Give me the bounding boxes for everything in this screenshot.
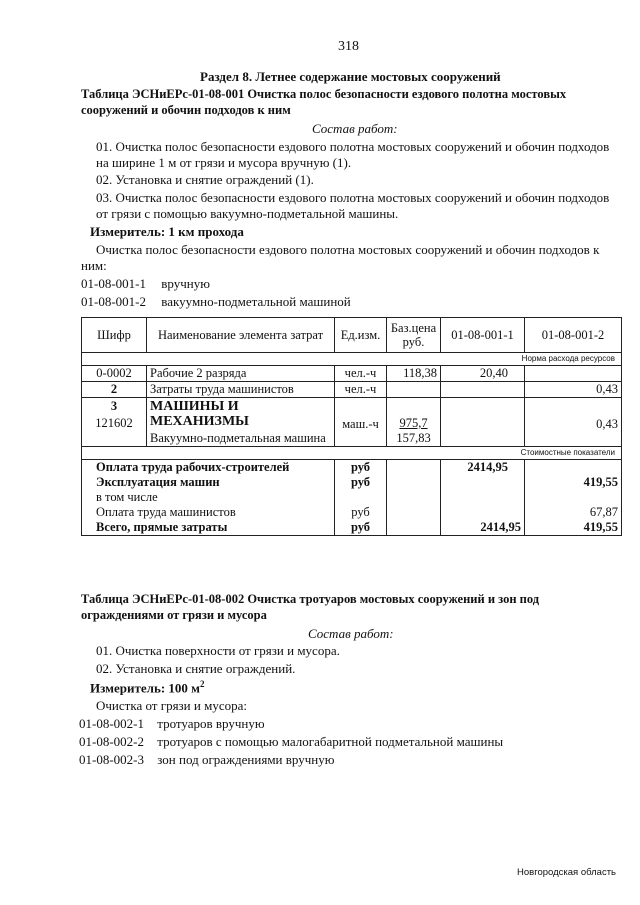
sum-name: Всего, прямые затраты [82, 520, 335, 536]
header-unit: Ед.изм. [335, 318, 387, 353]
code-id: 01-08-002-1 [79, 716, 144, 731]
machine-price-top: 975,7 [399, 416, 428, 430]
sum-v1: 2414,95 [441, 460, 525, 476]
meter-superscript: 2 [200, 679, 205, 689]
code-row [79, 734, 503, 750]
machine-unit: маш.-ч [342, 417, 379, 431]
cell-name [147, 398, 335, 447]
cell-unit [335, 398, 387, 447]
footer-region: Новгородская область [517, 867, 616, 878]
code-id: 01-08-001-1 [81, 276, 146, 291]
section-title: Раздел 8. Летнее содержание мостовых сооружений [200, 69, 501, 84]
code-row [81, 294, 351, 310]
sum-unit: руб [335, 520, 387, 536]
code-id: 01-08-002-3 [79, 752, 144, 767]
cell-name: Рабочие 2 разряда [147, 366, 335, 382]
sum-v1 [441, 490, 525, 505]
sum-v1: 2414,95 [441, 520, 525, 536]
code-text: вручную [161, 276, 210, 291]
table-row [82, 382, 622, 398]
band-row [82, 353, 622, 366]
sum-v2 [525, 460, 622, 476]
header-price: Баз.цена руб. [387, 318, 441, 353]
sum-v2 [525, 490, 622, 505]
sum-v1 [441, 475, 525, 490]
sum-price [387, 520, 441, 536]
sum-unit: руб [335, 505, 387, 520]
composition-heading: Состав работ: [308, 626, 394, 641]
cell-code [82, 398, 147, 447]
table1-title-line2: сооружений и обочин подходов к ним [81, 103, 291, 117]
table-header-row [82, 318, 622, 353]
cell-v1 [441, 382, 525, 398]
header-code: Шифр [82, 318, 147, 353]
work-item-2: 02. Установка и снятие ограждений (1). [96, 172, 314, 187]
sum-v2: 419,55 [525, 475, 622, 490]
summary-row [82, 490, 622, 505]
cell-v2: 0,43 [525, 382, 622, 398]
header-col2: 01-08-001-2 [525, 318, 622, 353]
code-id: 01-08-001-2 [81, 294, 146, 309]
machines-section-code: 3 [110, 399, 118, 413]
table2-title-line1: Таблица ЭСНиЕРс-01-08-002 Очистка тротуаров мостовых сооружений и зон под [81, 592, 540, 606]
work-item-1: 01. Очистка поверхности от грязи и мусора. [96, 643, 340, 658]
cell-v2 [525, 398, 622, 447]
sum-unit: руб [335, 460, 387, 476]
sum-price [387, 505, 441, 520]
machine-v2: 0,43 [596, 417, 618, 431]
code-text: вакуумно-подметальной машиной [161, 294, 351, 309]
summary-row [82, 460, 622, 476]
desc-line1: Очистка полос безопасности ездового полотна мостовых сооружений и обочин подходов к [96, 242, 600, 257]
table1-title-line1: Таблица ЭСНиЕРс-01-08-001 Очистка полос безопасности ездового полотна мостовых [81, 87, 567, 101]
sum-unit: руб [335, 475, 387, 490]
table-row-machines [82, 398, 622, 447]
work-item-2: 02. Установка и снятие ограждений. [96, 661, 296, 676]
cell-unit: чел.-ч [335, 366, 387, 382]
header-col1: 01-08-001-1 [441, 318, 525, 353]
sum-name: Эксплуатация машин [82, 475, 335, 490]
sum-name: Оплата труда рабочих-строителей [82, 460, 335, 476]
band-costs: Стоимостные показатели [82, 447, 622, 460]
composition-heading: Состав работ: [312, 121, 398, 136]
machine-code: 121602 [95, 416, 133, 430]
table2-title-line2: ограждениями от грязи и мусора [81, 608, 267, 622]
page-number: 318 [338, 39, 359, 54]
work-item-1: 01. Очистка полос безопасности ездового полотна мостовых сооружений и обочин подходов [96, 139, 610, 154]
meter-label: Измеритель: 1 км прохода [90, 224, 244, 239]
cell-price [387, 382, 441, 398]
sum-price [387, 475, 441, 490]
header-name: Наименование элемента затрат [147, 318, 335, 353]
cell-code: 2 [82, 382, 147, 398]
meter-text: Измеритель: 100 м [90, 680, 201, 696]
cell-unit: чел.-ч [335, 382, 387, 398]
machines-section-name: МАШИНЫ И МЕХАНИЗМЫ [150, 399, 249, 429]
cost-table [81, 317, 622, 536]
sum-v1 [441, 505, 525, 520]
sum-name: Оплата труда машинистов [82, 505, 335, 520]
cell-v1: 20,40 [441, 366, 525, 382]
work-item-3: 03. Очистка полос безопасности ездового полотна мостовых сооружений и обочин подходов [96, 190, 610, 205]
cell-code: 0-0002 [82, 366, 147, 382]
desc-line: Очистка от грязи и мусора: [96, 698, 247, 713]
desc-line2: ним: [81, 258, 107, 273]
code-row [79, 752, 334, 768]
summary-row [82, 475, 622, 490]
sum-price [387, 460, 441, 476]
cell-v1 [441, 398, 525, 447]
sum-v2: 67,87 [525, 505, 622, 520]
summary-row [82, 505, 622, 520]
sum-v2: 419,55 [525, 520, 622, 536]
meter-label [90, 679, 205, 696]
code-text: тротуаров с помощью малогабаритной подметальной машины [157, 734, 504, 749]
sum-unit [335, 490, 387, 505]
cell-price: 118,38 [387, 366, 441, 382]
cell-name: Затраты труда машинистов [147, 382, 335, 398]
band-norms: Норма расхода ресурсов [82, 353, 622, 366]
code-text: зон под ограждениями вручную [157, 752, 335, 767]
code-id: 01-08-002-2 [79, 734, 144, 749]
sum-name: в том числе [82, 490, 335, 505]
cell-price [387, 398, 441, 447]
cell-v2 [525, 366, 622, 382]
code-row [79, 716, 265, 732]
machine-name: Вакуумно-подметальная машина [150, 431, 326, 445]
summary-row [82, 520, 622, 536]
machine-price-bottom: 157,83 [396, 431, 431, 445]
band-row [82, 447, 622, 460]
code-text: тротуаров вручную [157, 716, 265, 731]
code-row [81, 276, 210, 292]
work-item-3-cont: от грязи с помощью вакуумно-подметальной машины. [96, 206, 399, 221]
work-item-1-cont: на ширине 1 м от грязи и мусора вручную (1). [96, 155, 352, 170]
table-row [82, 366, 622, 382]
sum-price [387, 490, 441, 505]
